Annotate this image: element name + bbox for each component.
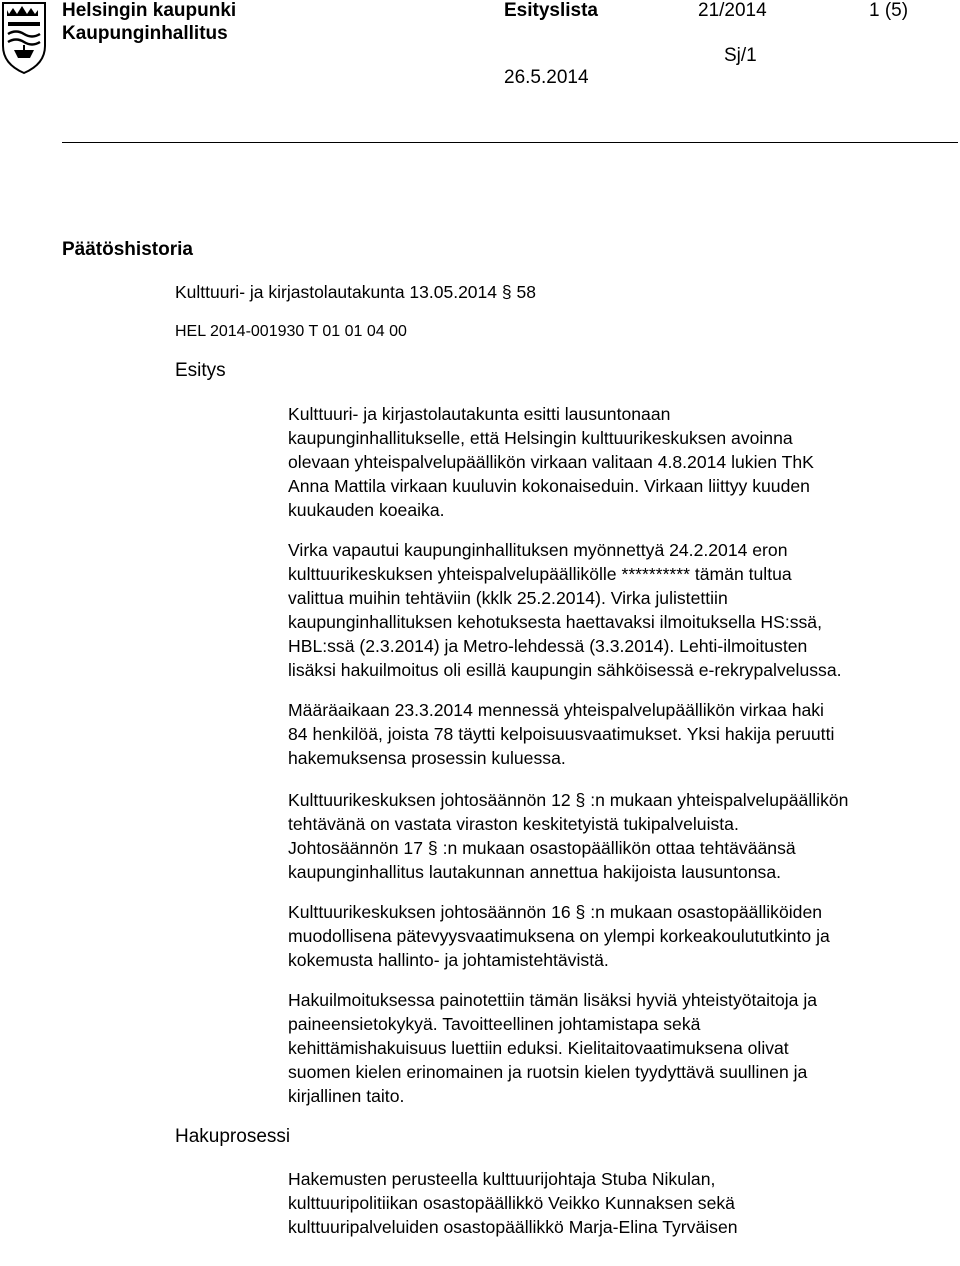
paragraph-line: Johtosäännön 17 § :n mukaan osastopäällikön ottaa tehtäväänsä [288,838,796,858]
paragraph-line: kaupunginhallitukselle, että Helsingin kulttuurikeskuksen avoinna [288,428,793,448]
paragraph-line: kulttuurikeskuksen yhteispalvelupäällikölle ********** tämän tultua [288,564,792,584]
paragraph-line: tehtävänä on vastata viraston keskitetyistä tukipalveluista. [288,814,739,834]
header-date: 26.5.2014 [504,67,589,88]
meeting-line: Kulttuuri- ja kirjastolautakunta 13.05.2014 § 58 [175,282,536,302]
paragraph-line: valittua muihin tehtäviin (kklk 25.2.2014). Virka julistettiin [288,588,728,608]
paragraph-line: kehittämishakuisuus luettiin eduksi. Kielitaitovaatimuksena olivat [288,1038,789,1058]
paragraph-line: olevaan yhteispalvelupäällikön virkaan valitaan 4.8.2014 lukien ThK [288,452,814,472]
paragraph-line: kaupunginhallitus lautakunnan annettua hakijoista lausuntonsa. [288,862,781,882]
paragraph-line: suomen kielen erinomainen ja ruotsin kielen tyydyttävä suullinen ja [288,1062,808,1082]
paragraph-line: Virka vapautui kaupunginhallituksen myönnettyä 24.2.2014 eron [288,540,788,560]
header-body: Kaupunginhallitus [62,23,228,44]
paragraph-applicants [288,698,956,770]
paragraph-line: kokemusta hallinto- ja johtamistehtävistä. [288,950,609,970]
paragraph-line: Hakemusten perusteella kulttuurijohtaja Stuba Nikulan, [288,1169,716,1189]
paragraph-line: muodollisena pätevyysvaatimuksena on ylempi korkeakoulututkinto ja [288,926,830,946]
paragraph-line: Kulttuurikeskuksen johtosäännön 12 § :n mukaan yhteispalvelupäällikön [288,790,849,810]
paragraph-line: paineensietokykyä. Tavoitteellinen johtamistapa sekä [288,1014,701,1034]
paragraph-line: kuukauden koeaika. [288,500,445,520]
header-org: Helsingin kaupunki [62,0,237,21]
label-hakuprosessi: Hakuprosessi [175,1126,291,1147]
header-item: Sj/1 [724,45,757,66]
paragraph-qualifications [288,900,956,972]
paragraph-vacancy [288,538,956,682]
case-id: HEL 2014-001930 T 01 01 04 00 [175,323,407,340]
header-page: 1 (5) [869,0,909,21]
paragraph-line: Kulttuuri- ja kirjastolautakunta esitti lausuntonaan [288,404,671,424]
paragraph-line: kulttuuripolitiikan osastopäällikkö Veikko Kunnaksen sekä [288,1193,735,1213]
header-doc-number: 21/2014 [698,0,767,21]
paragraph-regulations [288,788,956,884]
header-divider [62,142,958,143]
paragraph-emphasis [288,988,956,1108]
paragraph-line: Anna Mattila virkaan kuuluvin kokonaiseduin. Virkaan liittyy kuuden [288,476,810,496]
paragraph-line: kirjallinen taito. [288,1086,405,1106]
paragraph-statement [288,402,956,522]
paragraph-line: 84 henkilöä, joista 78 täytti kelpoisuusvaatimukset. Yksi hakija peruutti [288,724,835,744]
paragraph-line: Kulttuurikeskuksen johtosäännön 16 § :n mukaan osastopäälliköiden [288,902,823,922]
paragraph-line: hakemuksensa prosessin kuluessa. [288,748,566,768]
paragraph-interviews [288,1167,956,1239]
paragraph-line: kulttuuripalveluiden osastopäällikkö Marja-Elina Tyrväisen [288,1217,738,1237]
paragraph-line: HBL:ssä (2.3.2014) ja Metro-lehdessä (3.3.2014). Lehti-ilmoitusten [288,636,808,656]
helsinki-crest-logo [0,0,48,76]
section-title: Päätöshistoria [62,239,193,260]
header-doc-type: Esityslista [504,0,598,21]
paragraph-line: Hakuilmoituksessa painotettiin tämän lisäksi hyviä yhteistyötaitoja ja [288,990,818,1010]
paragraph-line: Määräaikaan 23.3.2014 mennessä yhteispalvelupäällikön virkaa haki [288,700,824,720]
paragraph-line: lisäksi hakuilmoitus oli esillä kaupungin sähköisessä e-rekrypalvelussa. [288,660,842,680]
paragraph-line: kaupunginhallituksen kehotuksesta haettavaksi ilmoituksella HS:ssä, [288,612,822,632]
label-esitys: Esitys [175,360,226,381]
